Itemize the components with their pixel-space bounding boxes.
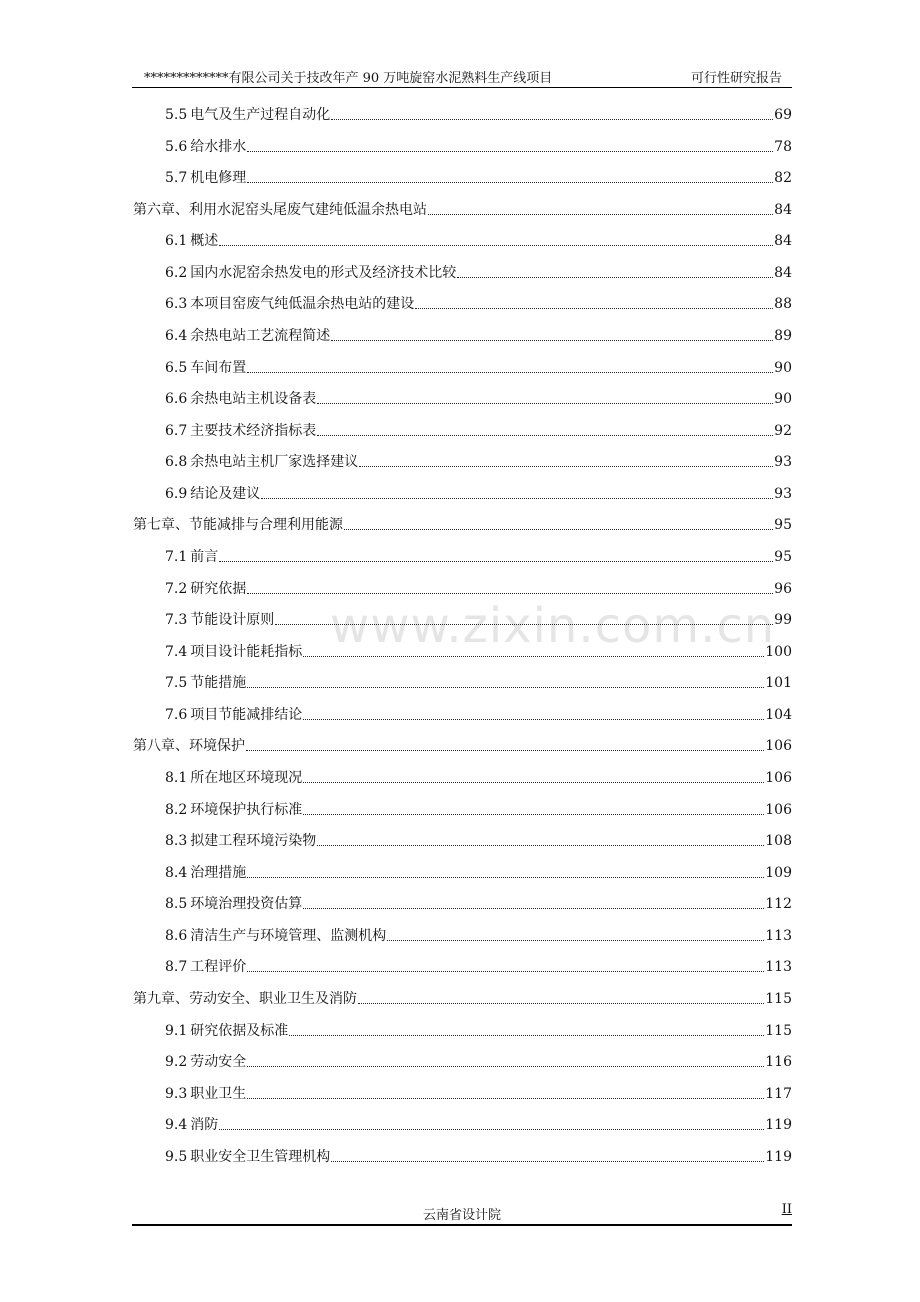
toc-entry-page: 93 [774,454,792,471]
toc-entry-number: 6.3 [165,296,188,313]
toc-entry-title: 项目设计能耗指标 [190,643,303,660]
toc-entry-title: 环境治理投资估算 [190,896,303,913]
toc-entry-page: 113 [765,927,792,944]
toc-entry[interactable] [165,321,792,345]
toc-entry-number: 9.2 [165,1054,188,1071]
toc-entry-page: 101 [765,675,792,692]
toc-dot-leader [344,528,773,530]
toc-entry-page: 115 [765,990,792,1007]
toc-dot-leader [415,307,773,309]
toc-entry-title: 清洁生产与环境管理、监测机构 [190,927,387,944]
toc-entry-title: 主要技术经济指标表 [190,422,317,439]
toc-entry-page: 109 [765,864,792,881]
toc-entry[interactable] [165,952,792,976]
toc-entry-title: 项目节能减排结论 [190,706,303,723]
toc-entry-page: 116 [765,1054,792,1071]
toc-entry-page: 95 [774,517,792,534]
toc-entry-title: 职业安全卫生管理机构 [190,1148,331,1165]
toc-entry[interactable] [165,1142,792,1166]
toc-entry[interactable] [133,731,792,755]
toc-dot-leader [457,276,773,278]
toc-entry-title: 拟建工程环境污染物 [190,833,317,850]
toc-dot-leader [247,876,764,878]
toc-entry-page: 89 [774,327,792,344]
toc-entry[interactable] [165,258,792,282]
toc-entry-title: 消防 [190,1117,219,1134]
footer-organization: 云南省设计院 [422,1208,501,1223]
toc-entry-page: 113 [765,959,792,976]
toc-entry-number: 7.4 [165,643,188,660]
toc-entry-page: 95 [774,548,792,565]
toc-entry-title: 余热电站主机设备表 [190,391,317,408]
toc-entry-page: 106 [765,769,792,786]
toc-entry-page: 84 [774,201,792,218]
toc-entry[interactable] [165,889,792,913]
toc-entry-title: 第九章、劳动安全、职业卫生及消防 [133,990,357,1007]
toc-entry-title: 节能措施 [190,675,247,692]
toc-dot-leader [247,686,764,688]
toc-dot-leader [247,970,764,972]
toc-entry-number: 6.7 [165,422,188,439]
toc-entry-number: 6.1 [165,233,188,250]
toc-dot-leader [303,907,764,909]
toc-dot-leader [331,118,773,120]
toc-dot-leader [219,244,773,246]
toc-entry-page: 119 [765,1148,792,1165]
toc-entry[interactable] [165,605,792,629]
header-report-type: 可行性研究报告 [690,71,782,86]
toc-entry[interactable] [165,1016,792,1040]
toc-entry-number: 6.4 [165,327,188,344]
toc-dot-leader [303,781,764,783]
toc-dot-leader [219,560,773,562]
toc-entry-number: 8.6 [165,927,188,944]
toc-entry-page: 78 [774,138,792,155]
toc-dot-leader [219,1128,764,1130]
toc-dot-leader [247,592,773,594]
toc-entry-title: 研究依据 [190,580,247,597]
toc-entry-number: 8.4 [165,864,188,881]
header-document-title: *************有限公司关于技改年产 90 万吨旋窑水泥熟料生产线项目 [144,71,553,86]
page-footer [132,1198,792,1226]
toc-entry-page: 108 [765,833,792,850]
toc-entry[interactable] [165,100,792,124]
toc-entry-number: 9.5 [165,1148,188,1165]
toc-entry-page: 82 [774,170,792,187]
toc-entry-title: 车间布置 [190,359,247,376]
toc-entry-number: 9.4 [165,1117,188,1134]
toc-entry-number: 8.3 [165,833,188,850]
toc-dot-leader [289,1034,764,1036]
toc-entry-title: 劳动安全 [190,1054,247,1071]
toc-dot-leader [428,213,773,215]
toc-entry-number: 7.5 [165,675,188,692]
toc-entry-title: 机电修理 [190,170,247,187]
toc-dot-leader [275,623,773,625]
toc-entry-title: 余热电站主机厂家选择建议 [190,454,359,471]
toc-dot-leader [387,939,764,941]
toc-entry-number: 5.7 [165,170,188,187]
toc-entry-page: 69 [774,107,792,123]
toc-entry-page: 112 [765,896,792,913]
toc-entry-number: 8.7 [165,959,188,976]
watermark: www.zixin.com.cn [330,598,776,654]
toc-entry-title: 所在地区环境现况 [190,769,303,786]
toc-entry[interactable] [165,795,792,819]
toc-entry-title: 概述 [190,233,219,250]
toc-entry-number: 8.5 [165,896,188,913]
toc-entry-number: 7.3 [165,612,188,629]
toc-entry-title: 电气及生产过程自动化 [190,107,331,123]
toc-dot-leader [247,181,773,183]
toc-entry-title: 节能设计原则 [190,612,275,629]
toc-entry-number: 7.1 [165,548,188,565]
toc-dot-leader [247,150,773,152]
toc-entry-number: 9.1 [165,1022,188,1039]
toc-entry[interactable] [133,984,792,1008]
toc-entry-number: 5.6 [165,138,188,155]
toc-entry-page: 117 [765,1085,792,1102]
toc-entry-number: 6.8 [165,454,188,471]
toc-entry-number: 6.9 [165,485,188,502]
toc-entry[interactable] [165,1110,792,1134]
toc-entry-number: 7.6 [165,706,188,723]
toc-entry[interactable] [165,479,792,503]
toc-dot-leader [261,497,773,499]
toc-entry[interactable] [165,542,792,566]
toc-entry-title: 第八章、环境保护 [133,738,245,755]
toc-dot-leader [246,749,764,751]
toc-entry[interactable] [165,700,792,724]
toc-dot-leader [247,1065,764,1067]
toc-entry-title: 研究依据及标准 [190,1022,289,1039]
toc-dot-leader [247,371,773,373]
toc-entry-page: 84 [774,233,792,250]
toc-entry-title: 结论及建议 [190,485,261,502]
toc-entry-title: 余热电站工艺流程简述 [190,327,331,344]
toc-dot-leader [303,655,764,657]
toc-entry[interactable] [165,858,792,882]
toc-entry-page: 100 [765,643,792,660]
toc-entry-title: 治理措施 [190,864,247,881]
page-header [132,63,792,88]
toc-entry-title: 职业卫生 [190,1085,247,1102]
toc-entry-page: 115 [765,1022,792,1039]
toc-entry-number: 8.1 [165,769,188,786]
toc-entry-page: 88 [774,296,792,313]
toc-entry-number: 6.5 [165,359,188,376]
toc-dot-leader [303,718,764,720]
toc-entry-number: 8.2 [165,801,188,818]
toc-dot-leader [303,813,764,815]
toc-entry-page: 99 [774,612,792,629]
toc-entry-page: 96 [774,580,792,597]
toc-entry-page: 90 [774,359,792,376]
toc-entry-page: 93 [774,485,792,502]
toc-entry-page: 106 [765,801,792,818]
toc-entry-page: 84 [774,264,792,281]
footer-page-number: II [781,1202,792,1217]
toc-entry-number: 6.2 [165,264,188,281]
toc-entry-number: 9.3 [165,1085,188,1102]
toc-dot-leader [317,402,773,404]
toc-entry-page: 106 [765,738,792,755]
toc-entry-number: 7.2 [165,580,188,597]
toc-entry[interactable] [165,1079,792,1103]
toc-entry[interactable] [133,510,792,534]
toc-dot-leader [331,339,773,341]
toc-entry[interactable] [165,637,792,661]
toc-entry-number: 5.5 [165,107,188,123]
toc-entry-number: 6.6 [165,391,188,408]
toc-dot-leader [317,434,773,436]
toc-dot-leader [317,844,764,846]
toc-entry-title: 国内水泥窑余热发电的形式及经济技术比较 [190,264,457,281]
toc-dot-leader [358,1002,764,1004]
toc-entry[interactable] [165,384,792,408]
toc-entry[interactable] [165,226,792,250]
toc-entry-title: 环境保护执行标准 [190,801,303,818]
toc-entry[interactable] [165,1047,792,1071]
toc-entry[interactable] [165,132,792,156]
toc-entry-page: 92 [774,422,792,439]
toc-entry[interactable] [165,763,792,787]
toc-entry[interactable] [165,826,792,850]
toc-entry-title: 前言 [190,548,219,565]
toc-entry[interactable] [165,447,792,471]
toc-entry[interactable] [133,195,792,219]
toc-entry-page: 90 [774,391,792,408]
toc-entry-title: 工程评价 [190,959,247,976]
toc-dot-leader [247,1097,764,1099]
toc-entry-title: 本项目窑废气纯低温余热电站的建设 [190,296,415,313]
toc-dot-leader [331,1160,764,1162]
toc-entry[interactable] [165,289,792,313]
toc-entry[interactable] [165,353,792,377]
toc-entry[interactable] [165,574,792,598]
toc-entry[interactable] [165,416,792,440]
toc-entry-title: 第七章、节能减排与合理利用能源 [133,517,343,534]
toc-entry-title: 给水排水 [190,138,247,155]
toc-entry[interactable] [165,163,792,187]
toc-entry[interactable] [165,921,792,945]
toc-entry-page: 104 [765,706,792,723]
toc-entry-page: 119 [765,1117,792,1134]
toc-entry-title: 第六章、利用水泥窑头尾废气建纯低温余热电站 [133,201,427,218]
toc-dot-leader [359,465,773,467]
toc-entry[interactable] [165,668,792,692]
